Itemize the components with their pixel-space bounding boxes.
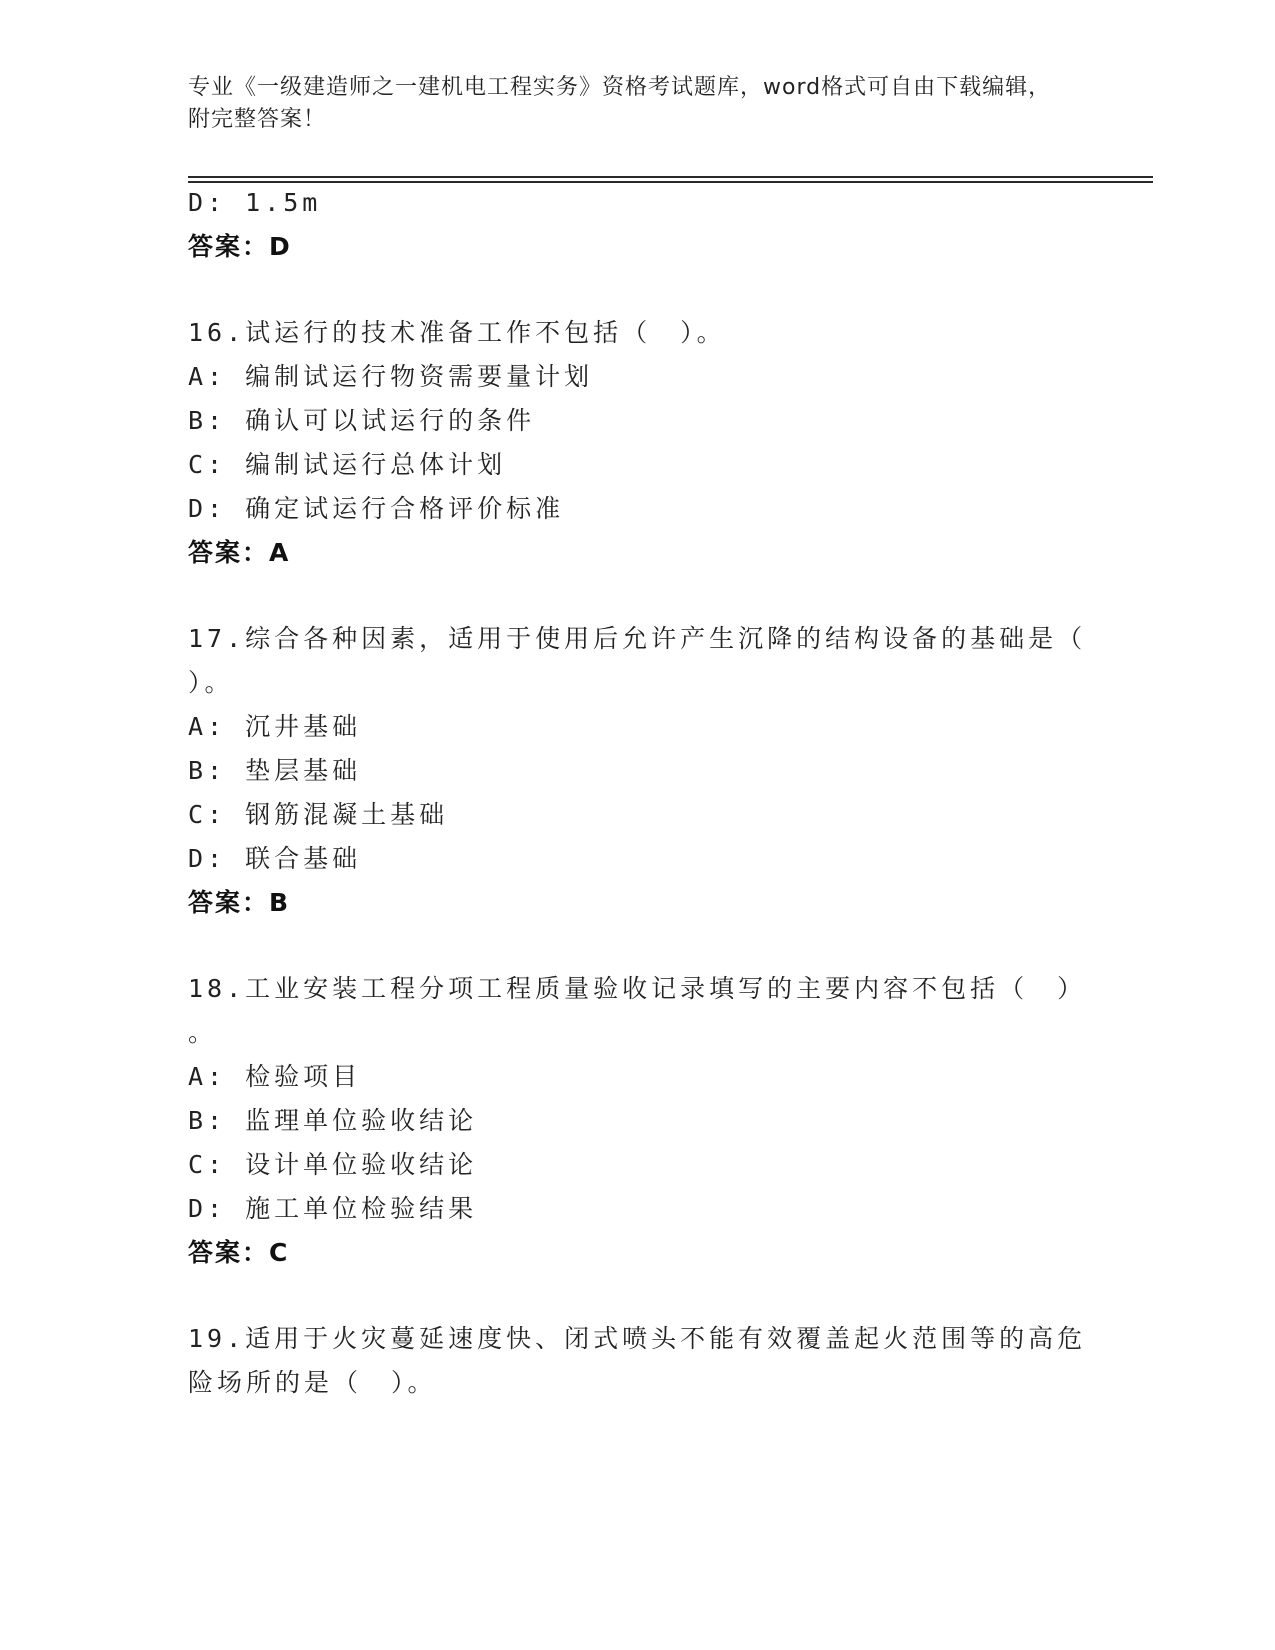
q18-option-d: D: 施工单位检验结果: [188, 1194, 478, 1223]
q18-stem-line2: 。: [188, 1018, 218, 1047]
q19-stem-line2: 险场所的是（ ）。: [188, 1368, 437, 1397]
q16-option-c: C: 编制试运行总体计划: [188, 450, 507, 479]
q16-stem: 16.试运行的技术准备工作不包括（ ）。: [188, 318, 726, 347]
q16-option-d: D: 确定试运行合格评价标准: [188, 494, 565, 523]
q18-stem-line1: 18.工业安装工程分项工程质量验收记录填写的主要内容不包括（ ）: [188, 974, 1087, 1003]
q17-stem-line1: 17.综合各种因素，适用于使用后允许产生沉降的结构设备的基础是（: [188, 624, 1087, 653]
q17-stem-line2: ）。: [188, 668, 234, 697]
q16-answer: 答案：A: [188, 538, 291, 567]
q15-answer: 答案：D: [188, 232, 292, 261]
header-divider-bottom: [188, 181, 1153, 183]
q17-option-c: C: 钢筋混凝土基础: [188, 800, 449, 829]
q17-answer: 答案：B: [188, 888, 291, 917]
header-divider-top: [188, 176, 1153, 178]
q19-stem-line1: 19.适用于火灾蔓延速度快、闭式喷头不能有效覆盖起火范围等的高危: [188, 1324, 1087, 1353]
q16-option-b: B: 确认可以试运行的条件: [188, 406, 536, 435]
q17-option-a: A: 沉井基础: [188, 712, 362, 741]
page-header: 专业《一级建造师之一建机电工程实务》资格考试题库，word格式可自由下载编辑，附完整答案！: [188, 75, 1052, 132]
q18-answer: 答案：C: [188, 1238, 290, 1267]
q15-option-d: D: 1.5m: [188, 188, 322, 217]
q18-option-a: A: 检验项目: [188, 1062, 362, 1091]
q17-option-d: D: 联合基础: [188, 844, 362, 873]
q16-option-a: A: 编制试运行物资需要量计划: [188, 362, 594, 391]
q18-option-b: B: 监理单位验收结论: [188, 1106, 478, 1135]
q17-option-b: B: 垫层基础: [188, 756, 362, 785]
q18-option-c: C: 设计单位验收结论: [188, 1150, 478, 1179]
